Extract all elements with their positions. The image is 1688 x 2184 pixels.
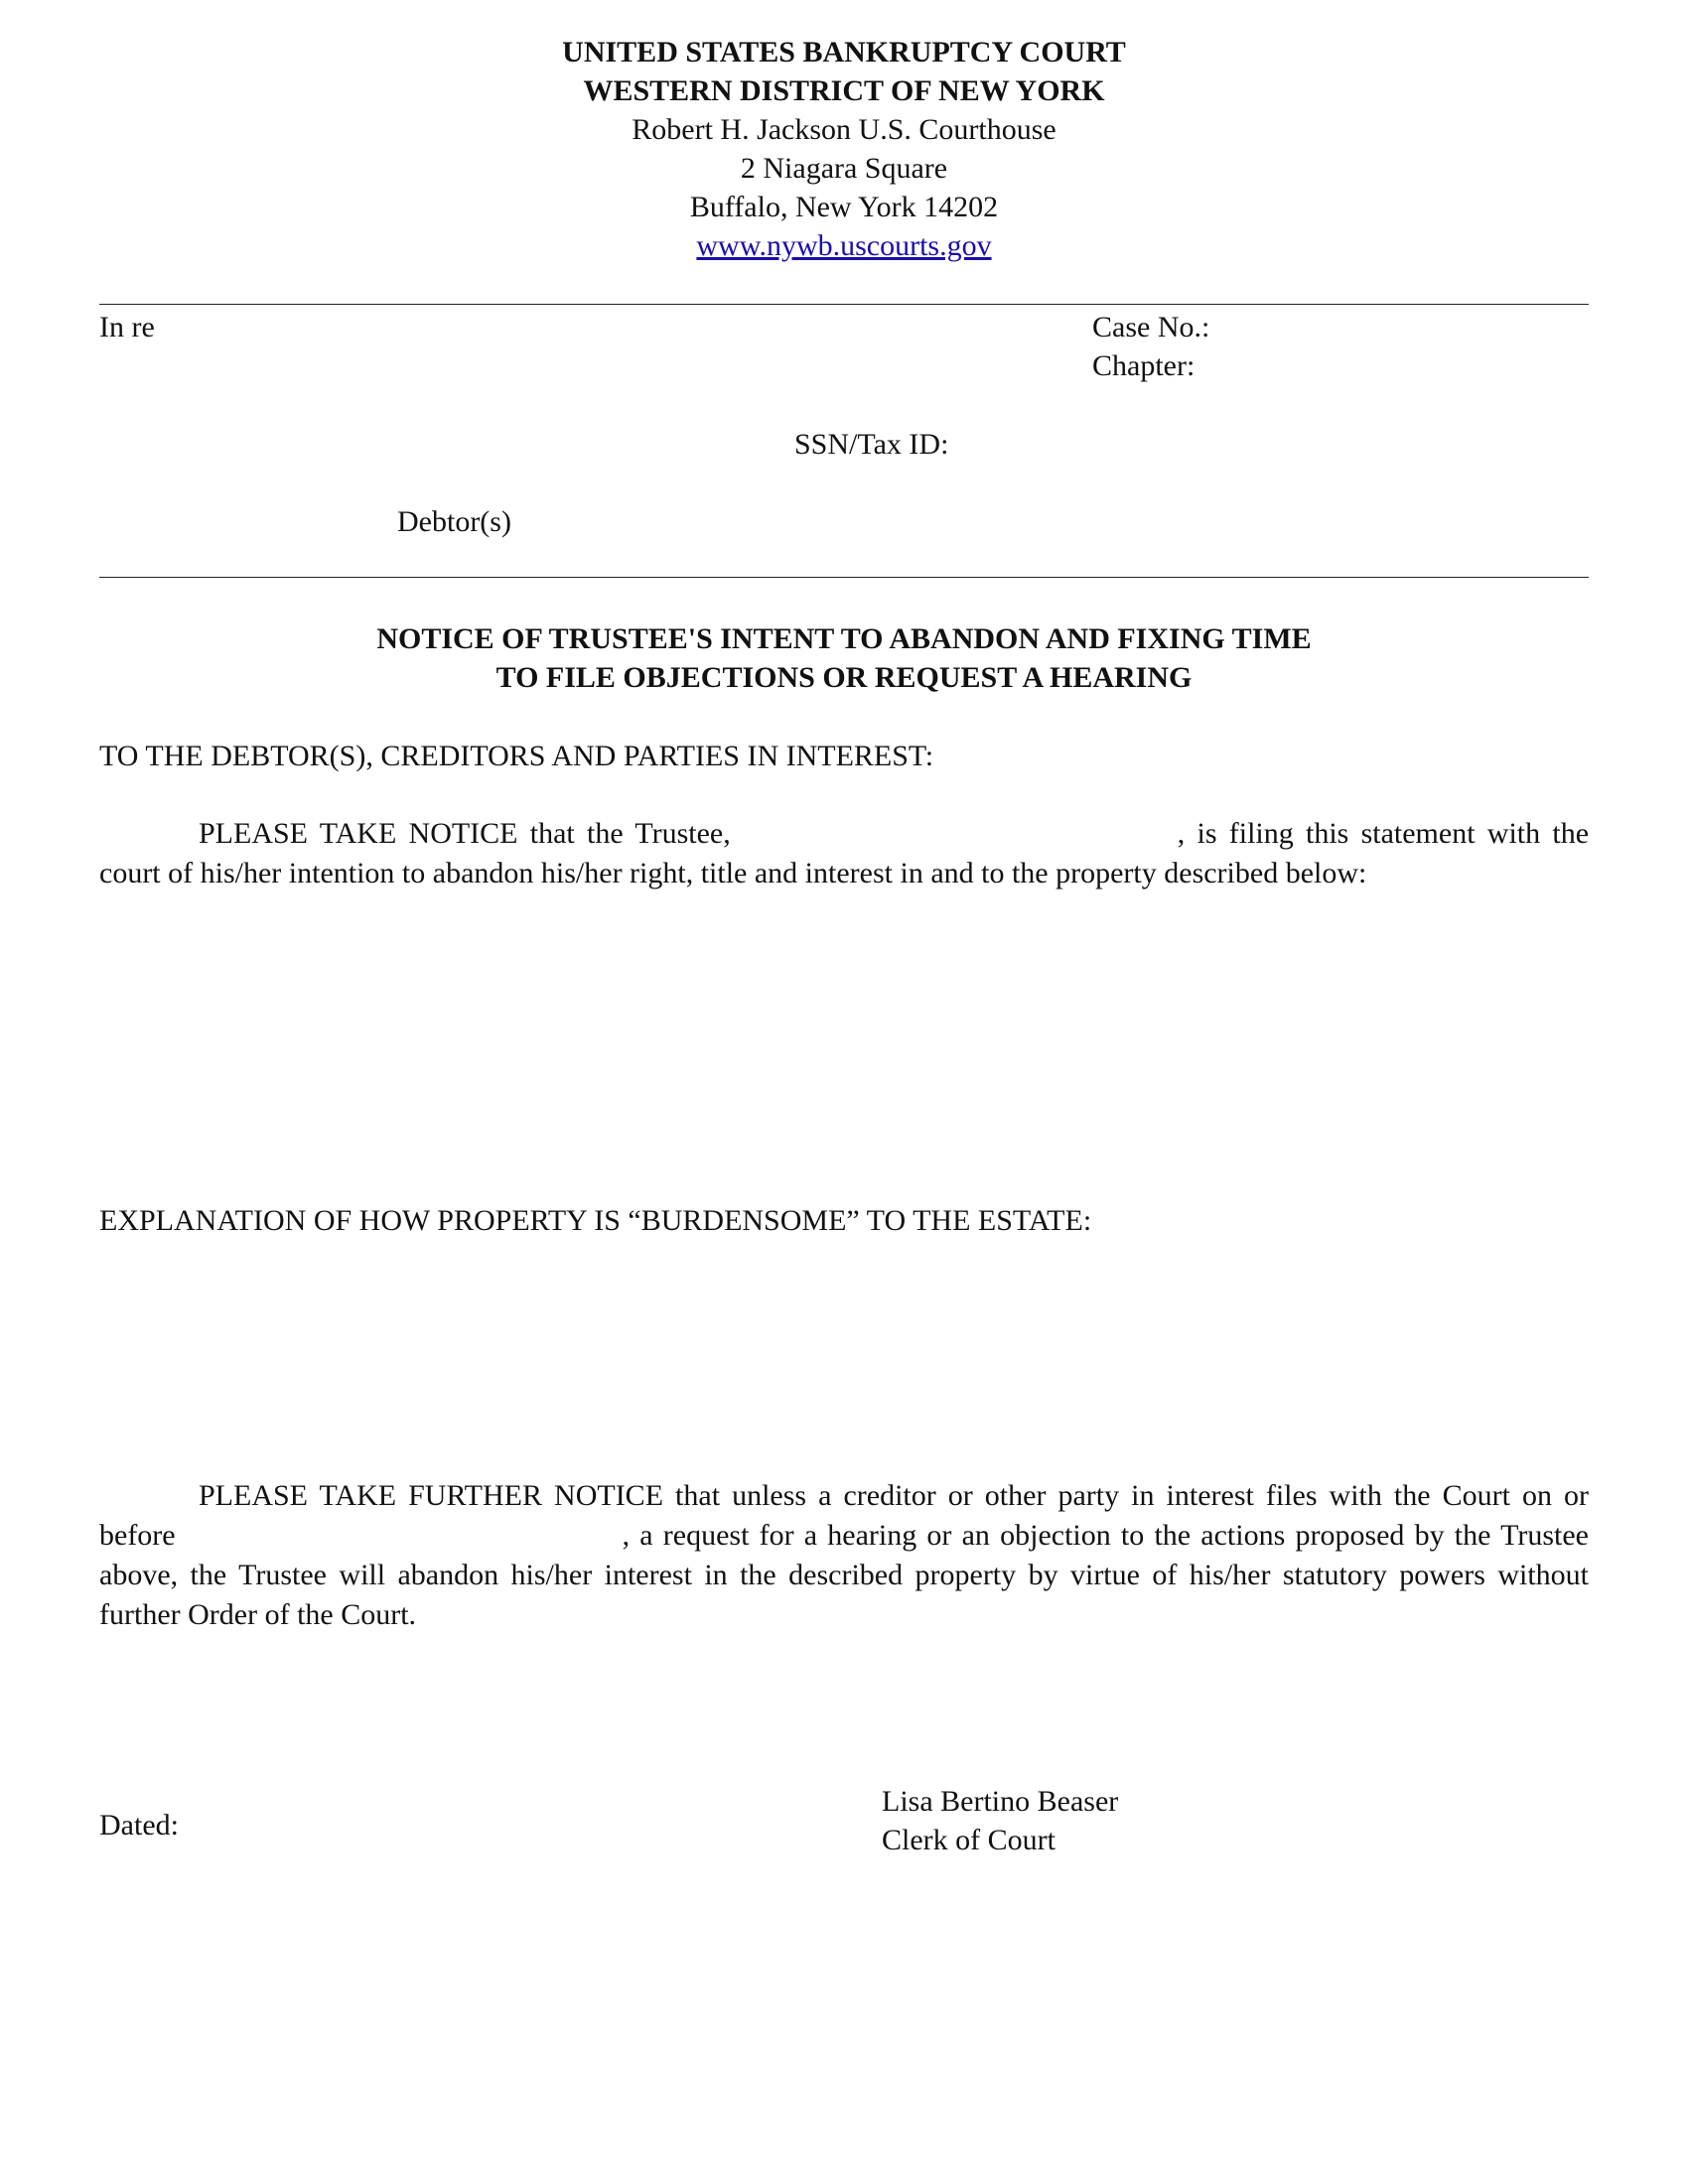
notice-paragraph-1-intro: PLEASE TAKE NOTICE that the Trustee, [199, 817, 731, 850]
notice-addressee: TO THE DEBTOR(S), CREDITORS AND PARTIES IN INTEREST: [99, 740, 934, 772]
court-district: WESTERN DISTRICT OF NEW YORK [583, 74, 1105, 107]
ssn-tax-id-label: SSN/Tax ID: [794, 428, 949, 461]
burdensome-explanation-heading: EXPLANATION OF HOW PROPERTY IS “BURDENSOME” TO THE ESTATE: [99, 1204, 1092, 1237]
notice-paragraph-2-body: , a request for a hearing or an objection to the actions proposed by the Trustee above, the Trustee will abandon his/her interest in the described property by virtue of his/her statutory powers without further Order of the Court. [99, 1519, 1589, 1631]
courthouse-name: Robert H. Jackson U.S. Courthouse [632, 113, 1056, 146]
case-number-label: Case No.: [1092, 311, 1210, 343]
clerk-title: Clerk of Court [882, 1824, 1055, 1856]
notice-title-line-1: NOTICE OF TRUSTEE'S INTENT TO ABANDON AND FIXING TIME [376, 622, 1312, 655]
chapter-label: Chapter: [1092, 349, 1196, 382]
notice-title-line-2: TO FILE OBJECTIONS OR REQUEST A HEARING [495, 661, 1193, 694]
notice-paragraph-1 [99, 814, 1589, 893]
notice-paragraph-1-body: , is filing this statement with the court of his/her intention to abandon his/her right, title and interest in and to the property described below: [99, 817, 1590, 889]
court-name: UNITED STATES BANKRUPTCY COURT [562, 36, 1126, 68]
dated-label: Dated: [99, 1809, 179, 1842]
in-re-label: In re [99, 311, 155, 343]
clerk-name: Lisa Bertino Beaser [882, 1785, 1119, 1818]
courthouse-street: 2 Niagara Square [740, 152, 948, 185]
court-website-row [0, 227, 1688, 265]
debtors-label: Debtor(s) [397, 505, 511, 538]
caption-top-divider [99, 304, 1589, 305]
caption-bottom-divider [99, 577, 1589, 578]
notice-paragraph-2-intro: PLEASE TAKE FURTHER NOTICE that unless a creditor or other party in interest files with the Court on or before [99, 1479, 1589, 1552]
courthouse-city: Buffalo, New York 14202 [689, 191, 999, 223]
notice-paragraph-2 [99, 1476, 1589, 1635]
court-website-link[interactable]: www.nywb.uscourts.gov [696, 229, 992, 262]
